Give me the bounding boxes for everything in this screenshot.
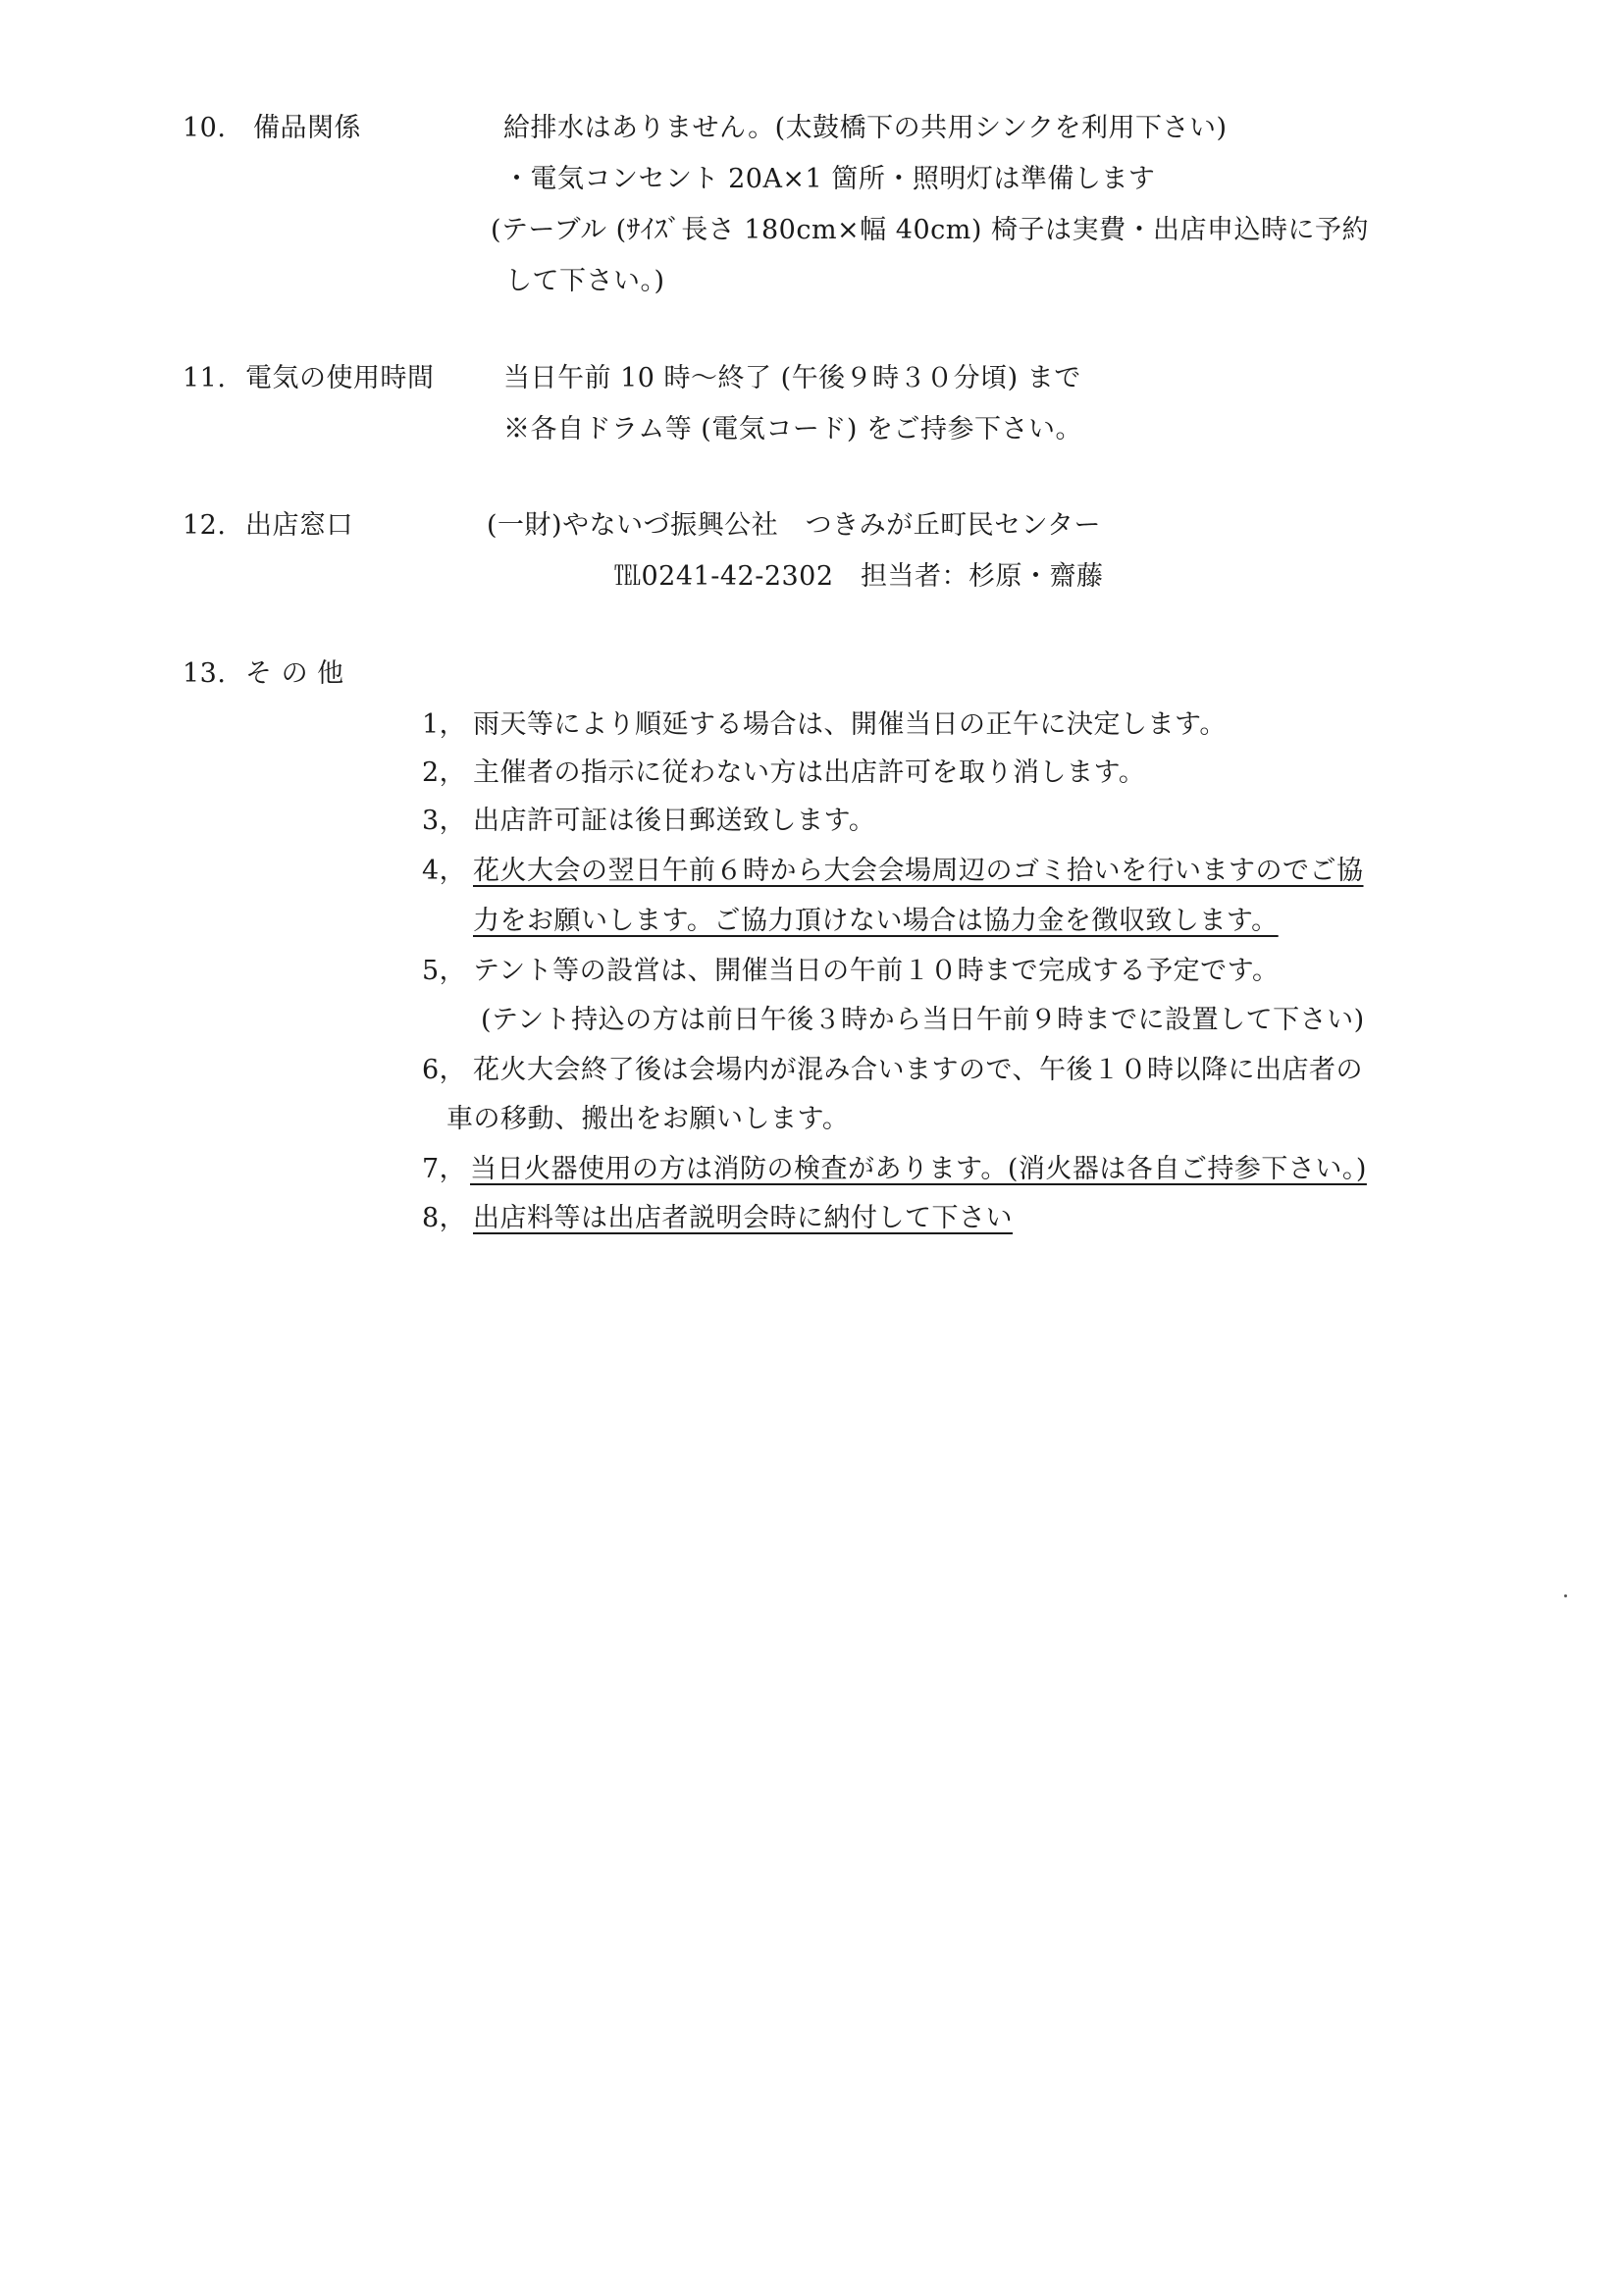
list-item-3-number: 3， [422, 806, 467, 836]
section-13-number: 13. [183, 658, 227, 689]
list-item-6-number: 6， [422, 1055, 467, 1085]
list-item-5-text: テント等の設営は、開催当日の午前１０時まで完成する予定です。 [473, 956, 1280, 986]
section-10-line-3: (テーブル (ｻｲｽﾞ長さ 180cm×幅 40cm) 椅子は実費・出店申込時に予約 [491, 215, 1369, 245]
list-item-5-continuation: (テント持込の方は前日午後３時から当日午前９時までに設置して下さい) [481, 1005, 1365, 1035]
section-12-line-1: (一財)やないづ振興公社 つきみが丘町民センター [487, 510, 1101, 541]
section-12-number: 12. [183, 510, 227, 541]
section-10-label: 備品関係 [253, 113, 361, 143]
list-item-2-text: 主催者の指示に従わない方は出店許可を取り消します。 [473, 757, 1146, 788]
list-item-6-continuation: 車の移動、搬出をお願いします。 [446, 1104, 850, 1134]
list-item-7-text: 当日火器使用の方は消防の検査があります。(消火器は各自ご持参下さい。) [470, 1154, 1367, 1184]
section-11-number: 11. [183, 363, 227, 393]
list-item-5-number: 5， [422, 956, 467, 986]
section-12-line-2: ℡0241-42-2302 担当者：杉原・齋藤 [614, 561, 1104, 592]
list-item-7-number: 7， [422, 1154, 467, 1184]
list-item-1-number: 1， [422, 709, 467, 740]
section-10-line-2: ・電気コンセント 20A×1 箇所・照明灯は準備します [503, 164, 1156, 194]
section-11-line-1: 当日午前 10 時～終了 (午後９時３０分頃) まで [503, 363, 1081, 393]
list-item-6-text: 花火大会終了後は会場内が混み合いますので、午後１０時以降に出店者の [473, 1055, 1363, 1085]
list-item-8-text: 出店料等は出店者説明会時に納付して下さい [473, 1203, 1013, 1233]
list-item-2-number: 2， [422, 757, 467, 788]
list-item-4-continuation: 力をお願いします。ご協力頂けない場合は協力金を徴収致します。 [473, 906, 1279, 936]
list-item-8-number: 8， [422, 1203, 467, 1233]
section-11-line-2: ※各自ドラム等 (電気コード) をご持参下さい。 [503, 414, 1082, 444]
list-item-4-number: 4， [422, 856, 467, 886]
section-12-label: 出店窓口 [245, 510, 353, 541]
scan-speck [1564, 1594, 1567, 1597]
section-10-line-1: 給排水はありません。(太鼓橋下の共用シンクを利用下さい) [503, 113, 1228, 143]
list-item-3-text: 出店許可証は後日郵送致します。 [473, 806, 876, 836]
section-11-label: 電気の使用時間 [245, 363, 435, 393]
list-item-4-text: 花火大会の翌日午前６時から大会会場周辺のゴミ拾いを行いますのでご協 [473, 856, 1364, 886]
section-10-line-4: して下さい。) [505, 266, 665, 296]
list-item-1-text: 雨天等により順延する場合は、開催当日の正午に決定します。 [473, 709, 1227, 740]
section-13-label: そ の 他 [245, 658, 344, 689]
section-10-number: 10. [183, 113, 227, 143]
